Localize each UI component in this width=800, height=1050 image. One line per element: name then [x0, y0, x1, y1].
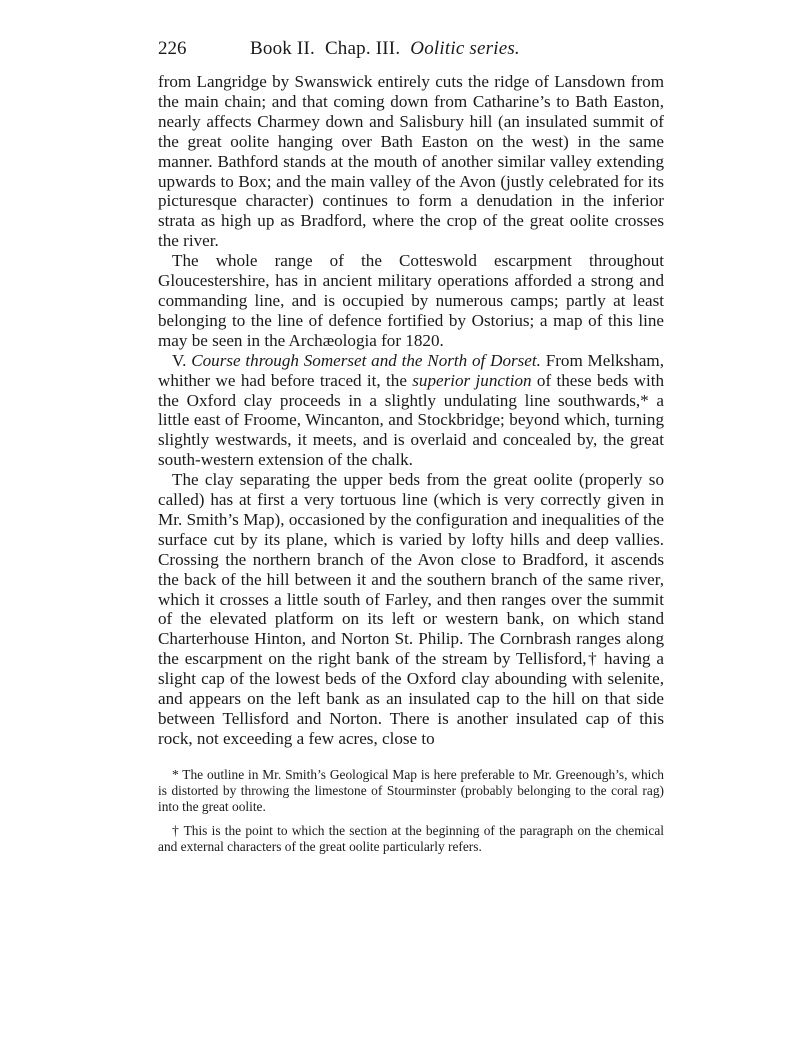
section-heading: Course through Somerset and the North of Dorset.: [191, 350, 541, 370]
book-label: Book II.: [250, 38, 315, 59]
running-title: [250, 34, 520, 64]
body-text: [158, 72, 664, 749]
running-head: [158, 34, 664, 64]
footnotes: [158, 767, 664, 855]
footnote-asterisk: * The outline in Mr. Smith’s Geological Map is here preferable to Mr. Greenough’s, which is distorted by throwing the limestone of Stourminster (probably belonging to the coral rag) into the great oolite.: [158, 766, 664, 815]
paragraph-clay: The clay separating the upper beds from the great oolite (properly so called) has at first a very tortuous line (which is very correctly given in Mr. Smith’s Map), occasioned by the configuration and inequalities of the surface cut by its plane, which is varied by lofty hills and deep vallies. Crossing the northern branch of the Avon close to Bradford, it ascends the back of the hill between it and the southern branch of the same river, which it crosses a little south of Farley, and then ranges over the summit of the elevated platform on its left or western bank, on which stand Charterhouse Hinton, and Norton St. Philip. The Cornbrash ranges along the escarpment on the right bank of the stream by Tellisford,† having a slight cap of the lowest beds of the Oxford clay abounding with selenite, and appears on the left bank as an insulated cap to the hill on that side between Tellisford and Norton. There is another insulated cap of this rock, not exceeding a few acres, close to: [158, 470, 664, 748]
paragraph-section-v: [158, 351, 664, 470]
italic-term: superior junction: [412, 370, 532, 390]
page-number: 226: [158, 38, 187, 59]
section-text-start: From Melksham, whither we had before traced it, the: [158, 350, 664, 390]
footnote-dagger: † This is the point to which the section at the beginning of the paragraph on the chemical and external characters of the great oolite particularly refers.: [158, 822, 664, 854]
book-page: [158, 34, 664, 862]
chapter-label: Chap. III.: [324, 38, 401, 59]
series-label: Oolitic series.: [410, 38, 520, 59]
section-number: V.: [172, 350, 187, 370]
paragraph-cotteswold: The whole range of the Cotteswold escarpment throughout Gloucestershire, has in ancient military operations afforded a strong and commanding line, and is occupied by numerous camps; partly at least belonging to the line of defence fortified by Ostorius; a map of this line may be seen in the Archæologia for 1820.: [158, 251, 664, 350]
paragraph-continued: from Langridge by Swanswick entirely cuts the ridge of Lansdown from the main chain; and that coming down from Catharine’s to Bath Easton, nearly affects Charmey down and Salisbury hill (an insulated summit of the great oolite hanging over Bath Easton on the west) in the same manner. Bathford stands at the mouth of another similar valley extending upwards to Box; and the main valley of the Avon (justly celebrated for its picturesque character) continues to form a denudation in the inferior strata as high up as Bradford, where the crop of the great oolite crosses the river.: [158, 72, 664, 251]
section-text-rest: of these beds with the Oxford clay proceeds in a slightly undulating line southwards,* a little east of Froome, Wincanton, and Stockbridge; beyond which, turning slightly westwards, it meets, and is overlaid and concealed by, the great south-western extension of the chalk.: [158, 370, 665, 470]
